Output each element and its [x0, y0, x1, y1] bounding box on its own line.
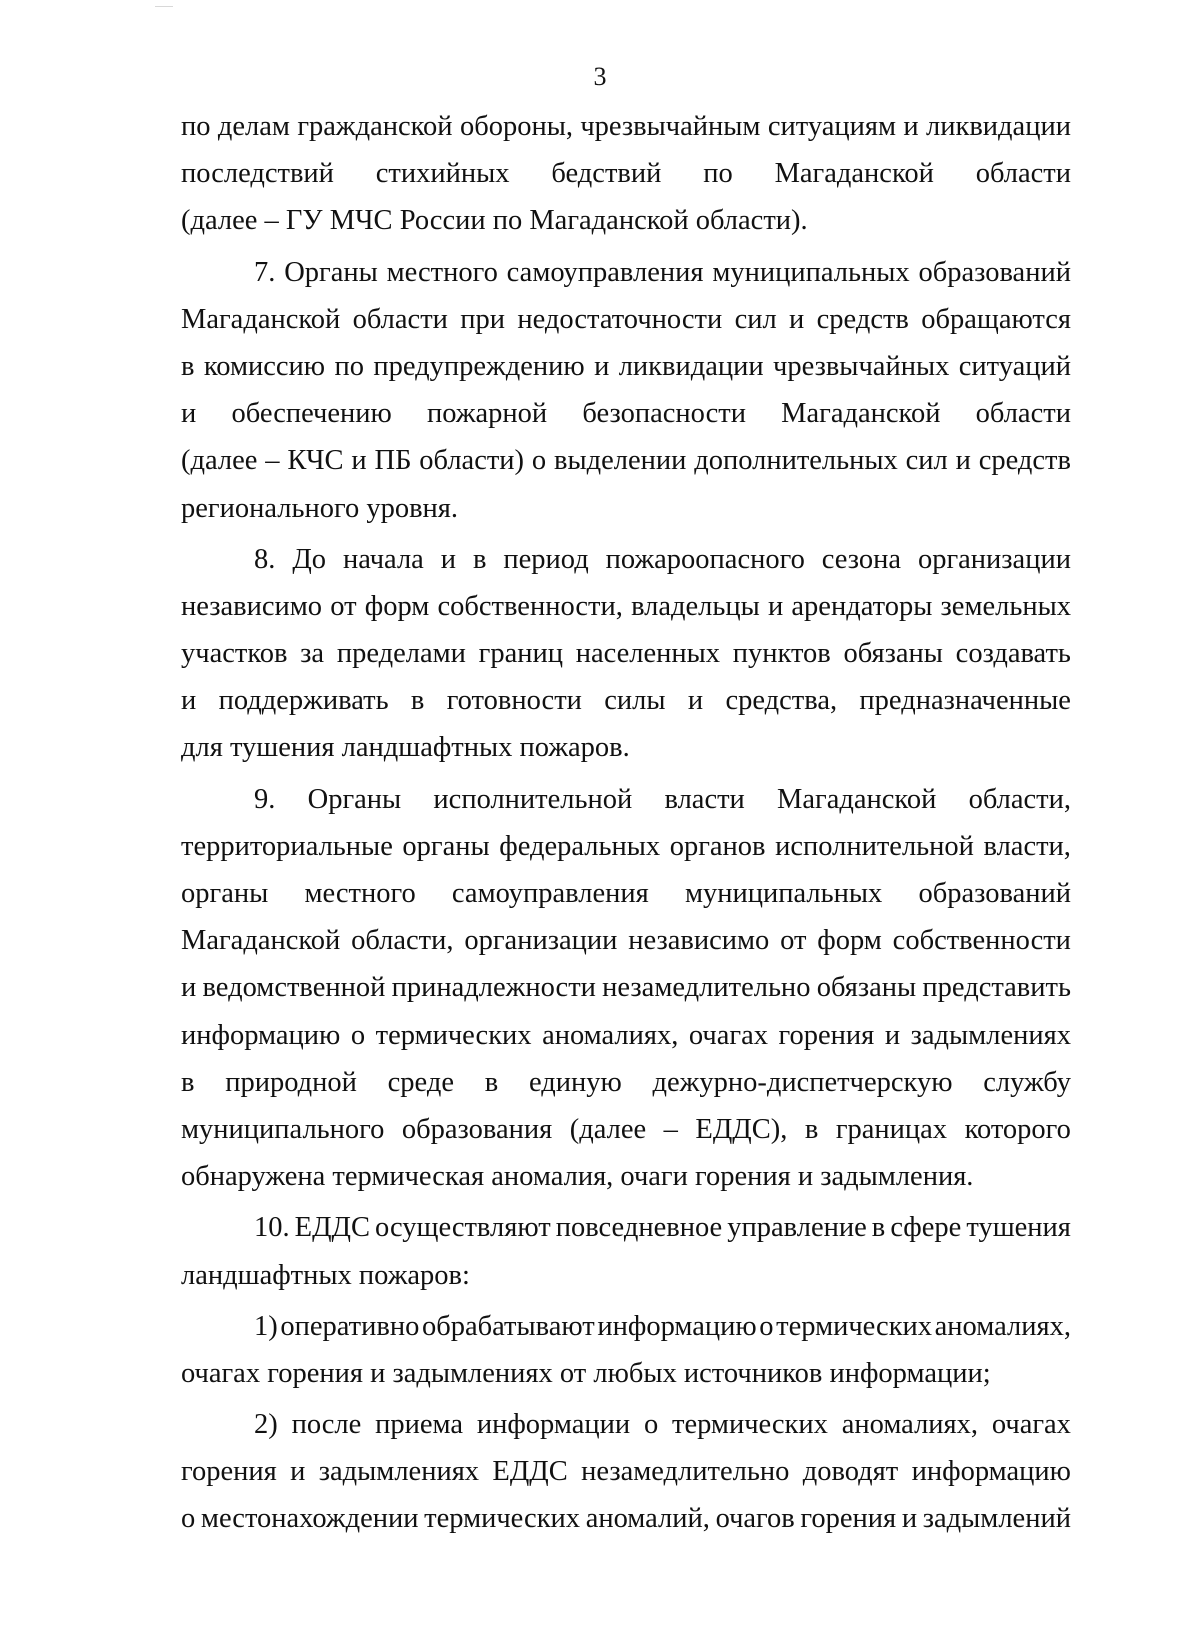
word: горения	[181, 1456, 277, 1488]
text-line	[181, 823, 1071, 870]
word: исполнительной	[775, 830, 974, 862]
word: пожарной	[427, 398, 548, 430]
word: земельных	[940, 590, 1071, 622]
word: сфере	[890, 1212, 962, 1244]
word: независимо	[181, 590, 323, 622]
word: границ	[478, 638, 563, 670]
word: тушения	[966, 1212, 1071, 1244]
word: создавать	[955, 638, 1071, 670]
word: арендаторы	[791, 590, 933, 622]
word: обнаружена термическая аномалия, очаги горения и задымления.	[181, 1161, 974, 1193]
text-line	[181, 1106, 1071, 1153]
word: и	[903, 111, 919, 142]
word: природной	[225, 1066, 357, 1098]
word: Органы	[284, 256, 378, 288]
word: дежурно-диспетчерскую	[652, 1066, 953, 1098]
word: термических	[375, 1019, 532, 1051]
word: средства,	[725, 685, 838, 717]
word: комиссию	[203, 350, 326, 382]
word: термических	[424, 1503, 581, 1535]
text-line	[181, 296, 1071, 343]
word: ликвидации	[618, 350, 764, 382]
word: области	[975, 158, 1071, 190]
text-line	[181, 1252, 1071, 1299]
word: и	[884, 1019, 901, 1051]
word: поддерживать	[218, 685, 389, 717]
word: и	[440, 543, 457, 575]
word: образований	[918, 256, 1071, 288]
word: задымлениях	[910, 1019, 1071, 1051]
word: задымлениях	[318, 1456, 480, 1488]
word: о	[531, 445, 547, 477]
word: власти,	[983, 830, 1071, 862]
word: в	[410, 685, 425, 717]
word: и	[181, 972, 197, 1004]
word: Магаданской	[181, 303, 341, 335]
word: организации	[917, 543, 1071, 575]
word: –	[663, 1113, 678, 1145]
word: Магаданской	[774, 158, 934, 190]
word: Органы	[307, 783, 402, 815]
word: обеспечению	[231, 398, 392, 430]
word: повседневное	[555, 1212, 723, 1244]
word: недостаточности	[517, 303, 723, 335]
word: службу	[983, 1066, 1071, 1098]
word: и	[767, 590, 784, 622]
word: форм	[817, 925, 882, 957]
word: (далее	[569, 1113, 647, 1145]
word: органов	[669, 830, 766, 862]
word: в	[871, 1212, 886, 1244]
text-line	[181, 870, 1071, 917]
word: готовности	[446, 685, 582, 717]
word: о	[643, 1409, 659, 1441]
word: в	[181, 350, 195, 382]
word: Магаданской	[781, 398, 941, 430]
word: и	[290, 1456, 306, 1488]
word: муниципальных	[712, 256, 910, 288]
word: ведомственной	[202, 972, 386, 1004]
word: предупреждению	[373, 350, 585, 382]
word: о	[350, 1019, 366, 1051]
word: области	[975, 398, 1071, 430]
word: единую	[528, 1066, 622, 1098]
word: средств	[816, 303, 909, 335]
word: и	[955, 445, 971, 477]
text-line	[181, 536, 1071, 583]
word: федеральных	[499, 830, 661, 862]
word: незамедлительно	[602, 972, 811, 1004]
text-line	[181, 964, 1071, 1011]
word: независимо	[628, 925, 770, 957]
word: 8.	[254, 543, 276, 575]
word: аномалиях,	[542, 1019, 679, 1051]
word: территориальные	[181, 830, 393, 862]
text-line	[181, 677, 1071, 724]
word: местонахождении	[200, 1503, 419, 1535]
page-number: 3	[593, 62, 607, 91]
word: очагов	[715, 1503, 795, 1535]
word: муниципальных	[684, 878, 883, 909]
word: 7.	[254, 256, 276, 288]
word: области,	[968, 783, 1071, 815]
word: в	[484, 1066, 499, 1098]
word: представить	[922, 972, 1071, 1004]
word: ситуациям	[767, 111, 896, 142]
text-line	[181, 1401, 1071, 1448]
word: самоуправления	[506, 256, 704, 288]
text-line	[181, 1153, 1071, 1200]
word: после	[291, 1409, 362, 1441]
text-line	[181, 630, 1071, 677]
word: для тушения ландшафтных пожаров.	[181, 732, 630, 764]
word: гражданской	[297, 111, 453, 142]
word: информацию	[911, 1456, 1071, 1488]
word: за	[300, 638, 325, 670]
word: выделении	[553, 445, 687, 477]
word: информацию	[181, 1019, 341, 1051]
word: сил	[905, 445, 948, 477]
word: ликвидации	[926, 111, 1071, 142]
word: очагах	[688, 1019, 769, 1051]
word: информацию	[597, 1310, 757, 1342]
word: дополнительных	[694, 445, 898, 477]
word: среде	[387, 1066, 454, 1098]
word: ландшафтных пожаров:	[181, 1259, 470, 1291]
word: границах	[835, 1113, 948, 1145]
text-line	[181, 1350, 1071, 1397]
word: в	[472, 543, 487, 575]
word: (далее – ГУ МЧС России по Магаданской области).	[181, 205, 808, 237]
word: образований	[918, 878, 1071, 909]
word: по	[334, 350, 364, 382]
word: аномалиях,	[841, 1409, 979, 1441]
word: муниципального	[181, 1113, 385, 1145]
word: пределами	[336, 638, 466, 670]
word: последствий	[181, 158, 334, 190]
word: и	[789, 303, 805, 335]
body-text	[181, 103, 1071, 1543]
word: по	[703, 158, 733, 190]
word: обязаны	[816, 972, 917, 1004]
word: и	[594, 350, 610, 382]
word: Магаданской	[181, 925, 341, 957]
word: и	[687, 685, 704, 717]
word: обрабатывают	[421, 1310, 595, 1342]
word: собственности	[892, 925, 1071, 957]
word: и	[181, 685, 197, 717]
word: при	[460, 303, 506, 335]
word: очагах	[991, 1409, 1071, 1441]
text-line	[181, 1495, 1071, 1542]
word: области	[352, 303, 448, 335]
word: очагах горения и задымлениях от любых источников информации;	[181, 1357, 991, 1389]
word: горения	[800, 1503, 897, 1535]
word: области,	[351, 925, 454, 957]
word: предназначенные	[859, 685, 1071, 717]
word: пожароопасного	[605, 543, 805, 575]
word: приема	[375, 1409, 464, 1441]
word: бедствий	[551, 158, 662, 190]
word: 2)	[254, 1409, 278, 1441]
text-line	[181, 437, 1071, 484]
word: в	[181, 1066, 195, 1098]
word: власти	[664, 783, 745, 815]
word: делам	[217, 111, 290, 142]
word: чрезвычайных	[773, 350, 950, 382]
word: доводят	[802, 1456, 899, 1488]
word: осуществляют	[375, 1212, 551, 1244]
word: 9.	[254, 783, 276, 815]
text-line	[181, 917, 1071, 964]
text-line	[181, 1204, 1071, 1251]
text-line	[181, 1012, 1071, 1059]
word: от	[330, 590, 357, 622]
word: участков	[181, 638, 288, 670]
word: безопасности	[582, 398, 746, 430]
word: регионального уровня.	[181, 492, 459, 524]
word: КЧС	[287, 445, 344, 477]
text-line	[181, 103, 1071, 150]
word: информации	[476, 1409, 631, 1441]
word: ЕДДС),	[695, 1113, 788, 1145]
word: задымлений	[922, 1503, 1071, 1535]
text-line	[181, 343, 1071, 390]
word: в	[804, 1113, 819, 1145]
text-line	[181, 724, 1071, 771]
word: области)	[419, 445, 525, 477]
word: ЕДДС	[492, 1456, 568, 1488]
word: незамедлительно	[581, 1456, 790, 1488]
word: владельцы	[631, 590, 760, 622]
word: До	[292, 543, 327, 575]
scan-artifact	[155, 6, 173, 7]
word: и	[181, 398, 197, 430]
word: организации	[464, 925, 618, 957]
word: чрезвычайным	[580, 111, 761, 142]
word: 1)	[254, 1310, 278, 1342]
word: органы	[402, 830, 490, 862]
text-line	[181, 583, 1071, 630]
word: –	[265, 445, 280, 477]
word: местного	[386, 256, 498, 288]
word: и	[351, 445, 367, 477]
word: термических	[672, 1409, 828, 1441]
word: ситуаций	[958, 350, 1071, 382]
word: от	[780, 925, 807, 957]
word: форм	[364, 590, 430, 622]
text-line	[181, 390, 1071, 437]
word: по	[181, 111, 211, 142]
text-line	[181, 1303, 1071, 1350]
text-line	[181, 249, 1071, 296]
word: обороны,	[459, 111, 573, 142]
word: самоуправления	[451, 878, 649, 909]
word: аномалий,	[585, 1503, 710, 1535]
word: (далее	[181, 445, 258, 477]
word: образования	[401, 1113, 553, 1145]
word: и	[901, 1503, 918, 1535]
word: населенных	[575, 638, 721, 670]
word: сезона	[821, 543, 902, 575]
word: обращаются	[921, 303, 1071, 335]
text-line	[181, 485, 1071, 532]
word: пунктов	[732, 638, 831, 670]
text-line	[181, 776, 1071, 823]
word: ПБ	[374, 445, 412, 477]
word: обязаны	[843, 638, 943, 670]
word: которого	[964, 1113, 1071, 1145]
word: оперативно	[280, 1310, 420, 1342]
text-line	[181, 1448, 1071, 1495]
word: о	[759, 1310, 774, 1342]
word: силы	[604, 685, 666, 717]
word: сил	[734, 303, 777, 335]
word: стихийных	[375, 158, 510, 190]
word: ЕДДС	[294, 1212, 370, 1244]
word: органы	[181, 878, 269, 909]
word: горения	[778, 1019, 875, 1051]
word: термических	[776, 1310, 933, 1342]
word: местного	[304, 878, 416, 909]
text-line	[181, 1059, 1071, 1106]
word: начала	[342, 543, 424, 575]
text-line	[181, 197, 1071, 244]
word: Магаданской	[777, 783, 937, 815]
word: период	[503, 543, 589, 575]
word: аномалиях,	[934, 1310, 1071, 1342]
word: исполнительной	[433, 783, 633, 815]
word: 10.	[254, 1212, 290, 1244]
word: о	[181, 1503, 196, 1535]
word: принадлежности	[391, 972, 596, 1004]
word: управление	[727, 1212, 867, 1244]
word: средств	[978, 445, 1071, 477]
word: собственности,	[437, 590, 623, 622]
text-line	[181, 150, 1071, 197]
